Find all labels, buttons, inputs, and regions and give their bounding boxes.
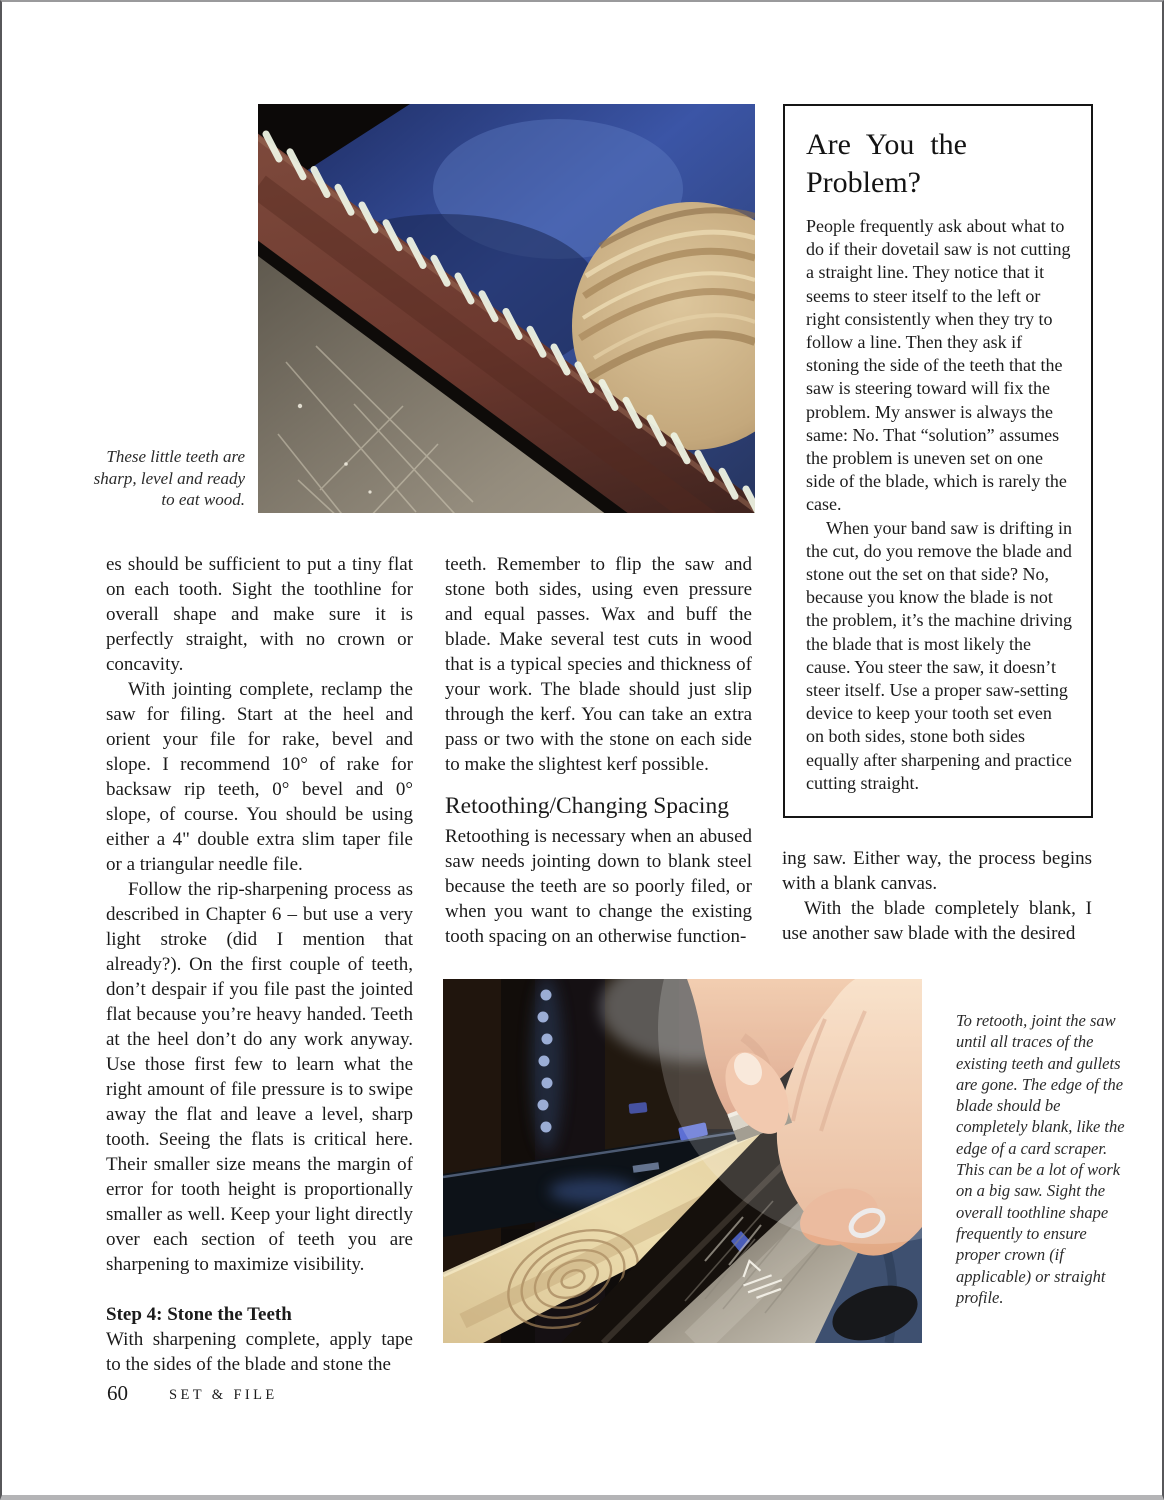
- sidebar-paragraph: People frequently ask about what to do if their dovetail saw is not cutting a straight line. They notice that it seems to steer itself to the left or right consistently when they try to follow a line. Then they ask if stoning the side of the teeth that the saw is steering toward will fix the problem. My answer is always the same: No. That “solution” assumes the problem is uneven set on one side of the blade, which is rarely the case.: [806, 216, 1071, 515]
- paragraph: es should be sufficient to put a tiny flat on each tooth. Sight the toothline for overall shape and make sure it is perfectly straight, with no crown or concavity.: [106, 554, 413, 675]
- paragraph: teeth. Remember to flip the saw and stone both sides, using even pressure and equal passes. Wax and buff the blade. Make several test cuts in wood that is a typical species and thickness of your work. The blade should just slip through the kerf. You can take an extra pass or two with the stone on each side to make the slightest kerf possible.: [445, 554, 752, 775]
- paragraph: With the blade completely blank, I use another saw blade with the desired: [782, 898, 1092, 944]
- column-middle: [445, 552, 752, 949]
- retoothing-photo: [443, 979, 922, 1343]
- paragraph: Follow the rip-sharpening process as described in Chapter 6 – but use a very light stroke (did I mention that already?). On the first couple of teeth, don’t despair if you file past the jointed flat because you’re heavy handed. Teeth at the heel don’t do any work anyway. Use those first few to learn what the right amount of file pressure is to swipe away the flat and leave a level, sharp tooth. Seeing the flats is critical here. Their smaller size means the margin of error for tooth height is proportionally smaller as well. Keep your light directly over each section of teeth you are sharpening to maximize visibility.: [106, 879, 413, 1275]
- column-left: [106, 552, 413, 1377]
- retoothing-heading: Retoothing/Changing Spacing: [445, 793, 729, 819]
- paragraph: Retoothing is necessary when an abused saw needs jointing down to blank steel because the teeth are so poorly filed, or when you want to change the existing tooth spacing on an otherwise function-: [445, 826, 752, 947]
- saw-teeth-photo-illustration: [258, 104, 755, 513]
- top-photo-caption: These little teeth are sharp, level and ready to eat wood.: [93, 447, 245, 509]
- paragraph: With jointing complete, reclamp the saw for filing. Start at the heel and orient your file for rake, bevel and slope. I recommend 10° of rake for backsaw rip teeth, 0° bevel and 0° slope, of course. You should be using either a 4" double extra slim taper file or a triangular needle file.: [106, 679, 413, 875]
- retoothing-photo-illustration: [443, 979, 922, 1343]
- bottom-photo-caption: To retooth, joint the saw until all traces of the existing teeth and gullets are gone. The edge of the blade should be completely blank, like the edge of a card scraper. This can be a lot of work on a big saw. Sight the overall toothline shape frequently to ensure proper crown (if applicable) or straight profile.: [956, 1011, 1125, 1307]
- sidebar-box: [783, 104, 1093, 818]
- paragraph: With sharpening complete, apply tape to the sides of the blade and stone the: [106, 1329, 413, 1375]
- sidebar-title: Are You the Problem?: [806, 128, 967, 199]
- column-right: [782, 846, 1092, 946]
- running-title: SET & FILE: [169, 1387, 278, 1403]
- sidebar-paragraph: When your band saw is drifting in the cut, do you remove the blade and stone out the set on that side? No, because you know the blade is not the problem, it’s the machine driving the blade that is most likely the cause. You steer the saw, it doesn’t steer itself. Use a proper saw-setting device to keep your tooth set even on both sides, stone both sides equally after sharpening and practice cutting straight.: [806, 517, 1072, 793]
- paragraph: ing saw. Either way, the process begins with a blank canvas.: [782, 848, 1092, 894]
- step-4-heading: Step 4: Stone the Teeth: [106, 1304, 292, 1325]
- page-number: 60: [107, 1381, 128, 1405]
- saw-teeth-photo: [258, 104, 755, 513]
